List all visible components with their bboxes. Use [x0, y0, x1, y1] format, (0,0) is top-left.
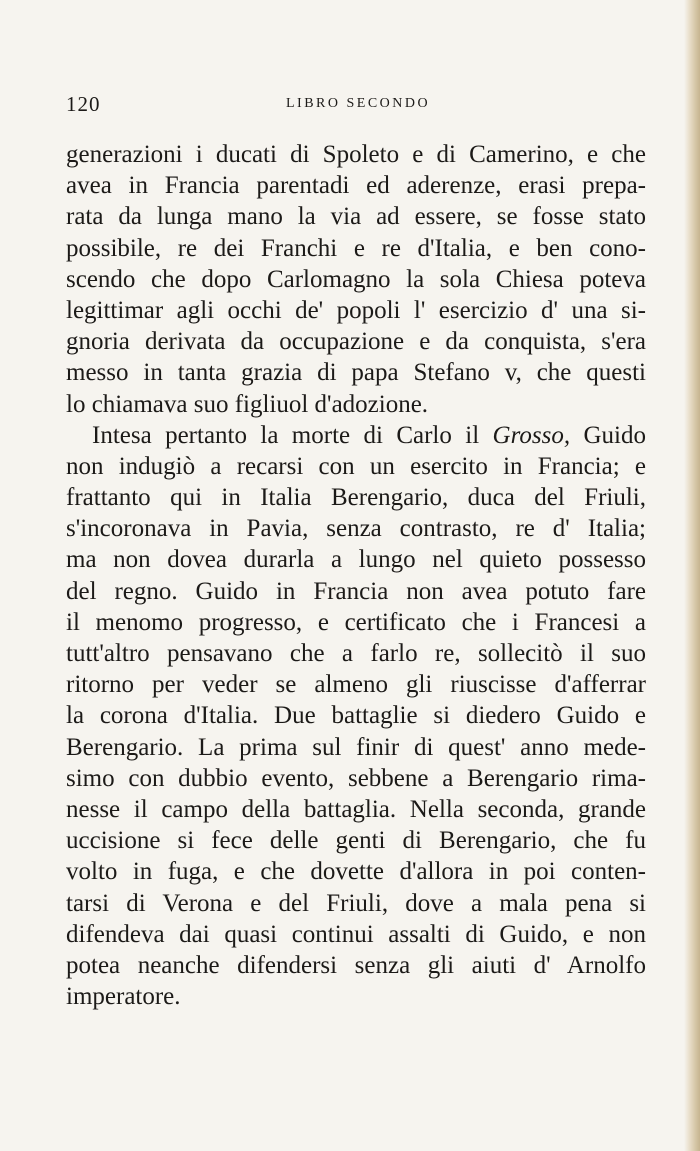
text-line: non indugiò a recarsi con un esercito in Francia; e: [66, 452, 646, 480]
paragraph-last-line: imperatore.: [66, 983, 181, 1011]
text-line: difendeva dai quasi continui assalti di Guido, e non: [66, 920, 646, 948]
line-text-before-emphasis: Intesa pertanto la morte di Carlo il: [92, 421, 493, 449]
text-line: frattanto qui in Italia Berengario, duca del Friuli,: [66, 484, 646, 512]
paragraph-first-line: [66, 420, 646, 451]
text-line: simo con dubbio evento, sebbene a Berengario rima-: [66, 764, 646, 792]
text-line: il menomo progresso, e certificato che i Francesi a: [66, 608, 646, 636]
text-line: messo in tanta grazia di papa Stefano v, che questi: [66, 359, 646, 387]
text-line: tutt'altro pensavano che a farlo re, sollecitò il suo: [66, 640, 646, 667]
text-line: possibile, re dei Franchi e re d'Italia, e ben cono-: [66, 234, 646, 262]
text-line: volto in fuga, e che dovette d'allora in poi conten-: [66, 858, 646, 886]
text-line: s'incoronava in Pavia, senza contrasto, re d' Italia;: [66, 515, 646, 543]
paragraph-last-line: lo chiamava suo figliuol d'adozione.: [66, 390, 429, 418]
body-text: [66, 139, 646, 1012]
page-number: 120: [66, 92, 101, 116]
text-line: potea neanche difendersi senza gli aiuti d' Arnolfo: [66, 951, 646, 979]
text-line: avea in Francia parentadi ed aderenze, erasi prepa-: [66, 172, 646, 200]
text-line: Berengario. La prima sul finir di quest' anno mede-: [66, 733, 646, 761]
text-line: rata da lunga mano la via ad essere, se fosse stato: [66, 203, 646, 231]
emphasized-word: Grosso,: [492, 421, 571, 449]
text-line: uccisione si fece delle genti di Berengario, che fu: [66, 827, 646, 855]
text-line: scendo che dopo Carlomagno la sola Chiesa poteva: [66, 265, 646, 293]
running-title: LIBRO SECONDO: [286, 96, 431, 111]
text-line: nesse il campo della battaglia. Nella seconda, grande: [66, 795, 646, 823]
line-text-after-emphasis: Guido: [570, 421, 646, 449]
text-line: la corona d'Italia. Due battaglie si diedero Guido e: [66, 702, 646, 730]
text-line: generazioni i ducati di Spoleto e di Camerino, e che: [66, 141, 646, 168]
page-header: [66, 92, 646, 120]
page-edge-shadow: [684, 0, 700, 1151]
text-line: ritorno per veder se almeno gli riuscisse d'afferrar: [66, 671, 646, 699]
text-line: legittimar agli occhi de' popoli l' esercizio d' una si-: [66, 296, 646, 324]
text-line: del regno. Guido in Francia non avea potuto fare: [66, 577, 646, 605]
text-line: gnoria derivata da occupazione e da conquista, s'era: [66, 328, 646, 356]
text-line: ma non dovea durarla a lungo nel quieto possesso: [66, 546, 646, 574]
text-line: tarsi di Verona e del Friuli, dove a mala pena si: [66, 889, 646, 917]
